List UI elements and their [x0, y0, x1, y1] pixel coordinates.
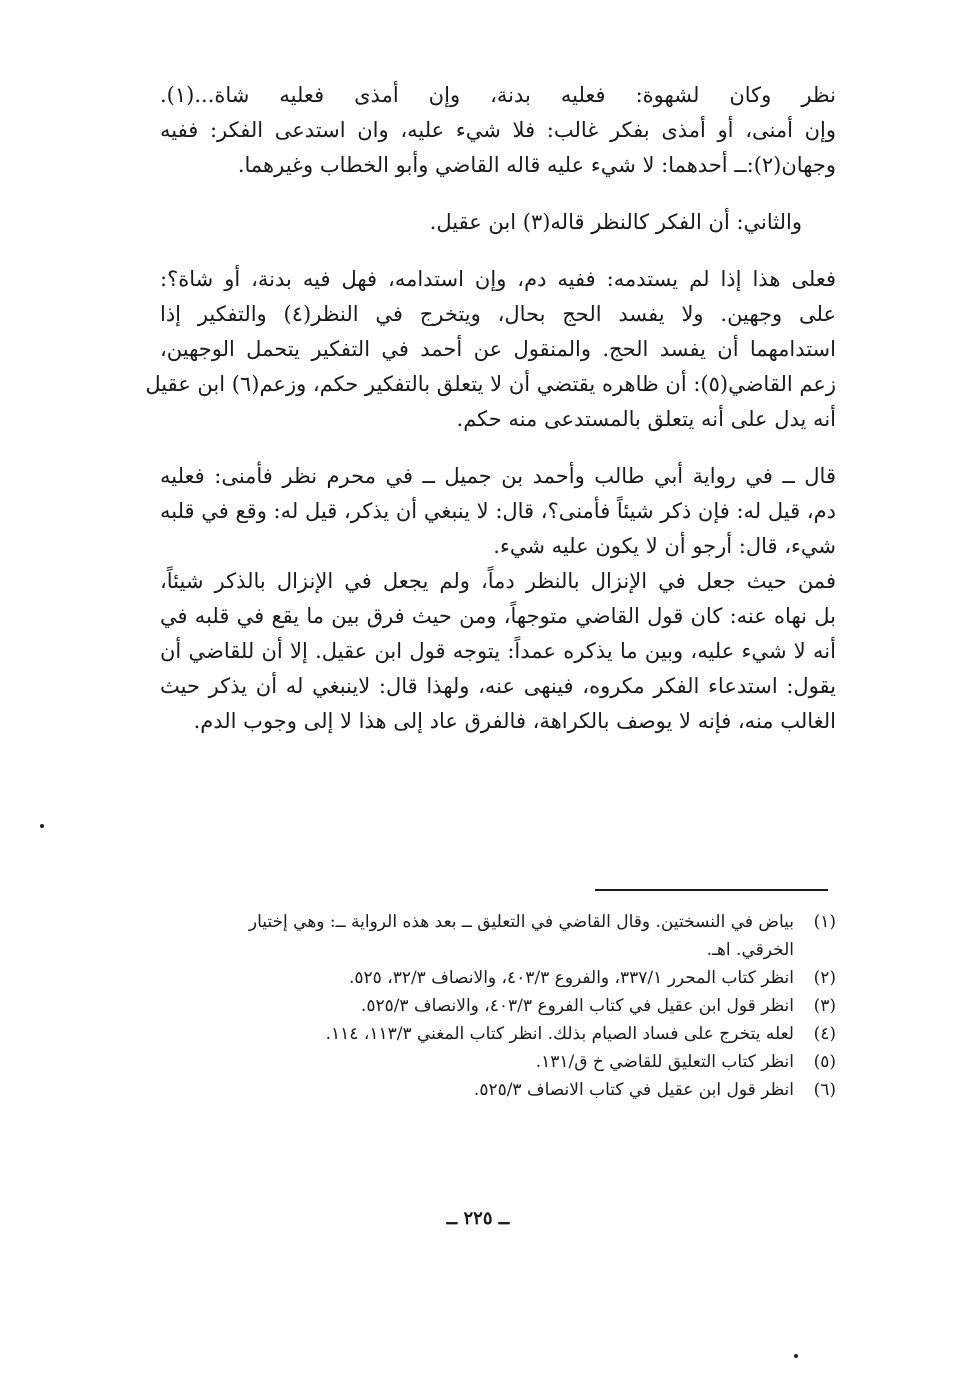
footnote-text: انظر قول ابن عقيل في كتاب الفروع ٤٠٣/٣، والانصاف ٥٢٥/٣.	[360, 996, 794, 1016]
footnote-text: انظر قول ابن عقيل في كتاب الانصاف ٥٢٥/٣.	[473, 1080, 794, 1100]
text-line: أنه لا شيء عليه، وبين ما يذكره عمداً: يتوجه قول ابن عقيل. إلا أن للقاضي أن	[160, 639, 836, 663]
footnote-number: (١)	[813, 912, 836, 932]
scan-speck	[794, 1354, 798, 1358]
footnote-text: الخرقي. اهـ.	[706, 940, 794, 960]
text-line: وجهان(٢):ــ أحدهما: لا شيء عليه قاله القاضي وأبو الخطاب وغيرهما.	[237, 153, 836, 177]
footnote-number: (٦)	[813, 1080, 836, 1100]
footnote-number: (٢)	[813, 968, 836, 988]
footnote-text: بياض في النسختين. وقال القاضي في التعليق ــ بعد هذه الرواية ــ: وهي إختيار	[248, 912, 794, 932]
footnote-text: انظر كتاب المحرر ٣٣٧/١، والفروع ٤٠٣/٣، والانصاف ٣٢/٣، ٥٢٥.	[348, 968, 794, 988]
footnotes	[160, 908, 836, 1104]
footnote-number: (٣)	[813, 996, 836, 1016]
paragraph-5	[160, 564, 836, 739]
text-line: فعلى هذا إذا لم يستدمه: ففيه دم، وإن استدامه، فهل فيه بدنة، أو شاة؟:	[160, 267, 836, 291]
text-line: أنه يدل على أنه يتعلق بالمستدعى منه حكم.	[456, 407, 836, 431]
text-line: نظر وكان لشهوة: فعليه بدنة، وإن أمذى فعليه شاة...(١).	[160, 83, 836, 107]
paragraph-2	[160, 205, 836, 240]
text-line: وإن أمنى، أو أمذى بفكر غالب: فلا شيء عليه، وان استدعى الفكر: ففيه	[160, 118, 836, 142]
paragraph-1	[160, 78, 836, 183]
scan-speck	[40, 824, 44, 828]
text-line: شيء، قال: أرجو أن لا يكون عليه شيء.	[493, 534, 836, 558]
footnote-1	[160, 908, 836, 964]
main-text	[145, 78, 836, 739]
footnote-text: لعله يتخرج على فساد الصيام بذلك. انظر كتاب المغني ١١٣/٣، ١١٤.	[325, 1024, 794, 1044]
footnote-number: (٥)	[813, 1052, 836, 1072]
footnote-separator	[595, 889, 828, 891]
text-line: والثاني: أن الفكر كالنظر قاله(٣) ابن عقيل.	[429, 210, 802, 234]
footnote-2	[160, 964, 836, 992]
footnote-4	[160, 1020, 836, 1048]
text-line: زعم القاضي(٥): أن ظاهره يقتضي أن لا يتعلق بالتفكير حكم، وزعم(٦) ابن عقيل	[145, 372, 836, 396]
text-line: قال ــ في رواية أبي طالب وأحمد بن جميل ــ في محرم نظر فأمنى: فعليه	[160, 464, 836, 488]
footnote-3	[160, 992, 836, 1020]
page-number: ــ ٢٢٥ ــ	[446, 1208, 510, 1229]
text-line: بل نهاه عنه: كان قول القاضي متوجهاً، ومن حيث فرق بين ما يقع في قلبه في	[160, 604, 836, 628]
footnote-text: انظر كتاب التعليق للقاضي خ ق/١٣١.	[535, 1052, 794, 1072]
text-line: دم، قيل له: فإن ذكر شيئاً فأمنى؟، قال: لا ينبغي أن يذكر، قيل له: وقع في قلبه	[160, 499, 836, 523]
paragraph-4	[160, 459, 836, 564]
text-line: الغالب منه، فإنه لا يوصف بالكراهة، فالفرق عاد إلى هذا لا إلى وجوب الدم.	[193, 709, 836, 733]
footnote-5	[160, 1048, 836, 1076]
paragraph-3	[145, 262, 836, 437]
text-line: يقول: استدعاء الفكر مكروه، فينهى عنه، ولهذا قال: لاينبغي له أن يذكر حيث	[160, 674, 836, 698]
text-line: على وجهين. ولا يفسد الحج بحال، ويتخرج في النظر(٤) والتفكير إذا	[160, 302, 836, 326]
text-line: استدامهما أن يفسد الحج. والمنقول عن أحمد في التفكير يتحمل الوجهين،	[160, 337, 836, 361]
footnote-number: (٤)	[813, 1024, 836, 1044]
footnote-6	[160, 1076, 836, 1104]
text-line: فمن حيث جعل في الإنزال بالنظر دماً، ولم يجعل في الإنزال بالذكر شيئاً،	[160, 569, 836, 593]
